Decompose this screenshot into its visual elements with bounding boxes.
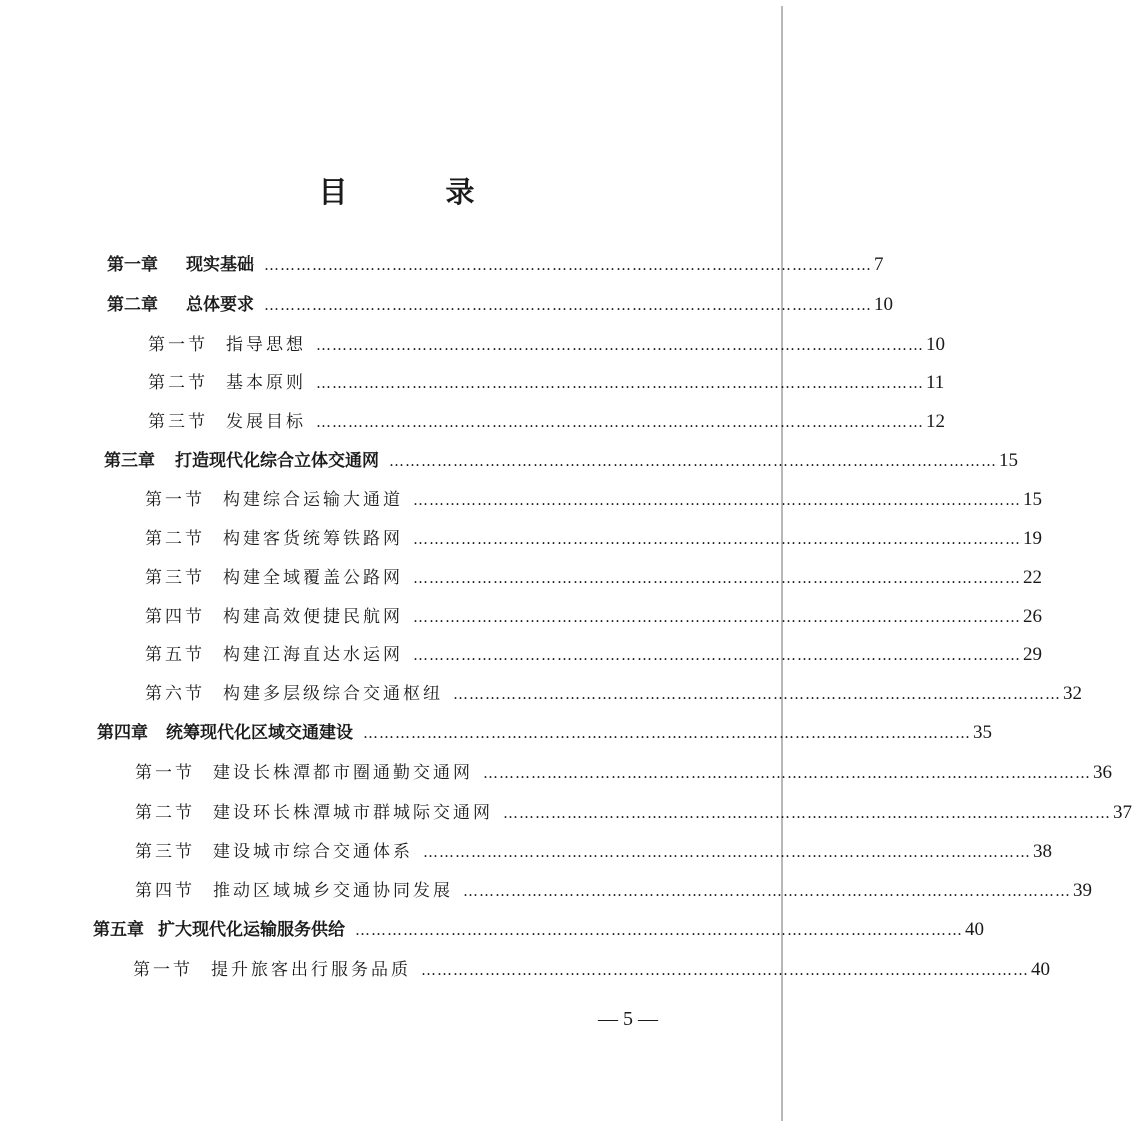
toc-leader-dots: …………………………………………………………………………………………………… bbox=[389, 452, 997, 470]
toc-entry-title: 构建全域覆盖公路网 bbox=[223, 568, 403, 588]
toc-section-entry[interactable] bbox=[135, 799, 1132, 827]
toc-chapter-entry[interactable] bbox=[97, 719, 992, 747]
toc-chapter-entry[interactable] bbox=[104, 447, 1018, 475]
toc-leader-dots: …………………………………………………………………………………………………… bbox=[355, 921, 963, 939]
toc-chapter-entry[interactable] bbox=[107, 291, 893, 319]
toc-entry-label: 第一节 bbox=[145, 490, 205, 510]
toc-leader-dots: …………………………………………………………………………………………………… bbox=[413, 569, 1021, 587]
toc-entry-title: 扩大现代化运输服务供给 bbox=[158, 920, 345, 940]
toc-entry-label: 第二节 bbox=[135, 803, 195, 823]
toc-leader-dots: …………………………………………………………………………………………………… bbox=[483, 764, 1091, 782]
toc-entry-title: 构建江海直达水运网 bbox=[223, 645, 403, 665]
toc-leader-dots: …………………………………………………………………………………………………… bbox=[413, 530, 1021, 548]
toc-leader-dots: …………………………………………………………………………………………………… bbox=[264, 256, 872, 274]
page-number: — 5 — bbox=[598, 1008, 658, 1030]
toc-entry-label: 第三节 bbox=[145, 568, 205, 588]
toc-entry-title: 构建客货统筹铁路网 bbox=[223, 529, 403, 549]
toc-section-entry[interactable] bbox=[148, 408, 945, 436]
toc-section-entry[interactable] bbox=[145, 486, 1042, 514]
toc-page-number: 40 bbox=[1031, 959, 1050, 980]
toc-entry-title: 推动区域城乡交通协同发展 bbox=[213, 881, 453, 901]
toc-page-number: 22 bbox=[1023, 567, 1042, 588]
toc-page-number: 11 bbox=[926, 372, 945, 393]
toc-page-number: 19 bbox=[1023, 528, 1042, 549]
toc-entry-label: 第五节 bbox=[145, 645, 205, 665]
toc-entry-label: 第二节 bbox=[145, 529, 205, 549]
toc-page-number: 26 bbox=[1023, 606, 1042, 627]
toc-page-number: 37 bbox=[1113, 802, 1132, 823]
toc-entry-label: 第二章 bbox=[107, 295, 158, 315]
toc-section-entry[interactable] bbox=[145, 564, 1042, 592]
toc-section-entry[interactable] bbox=[135, 838, 1052, 866]
toc-page-number: 38 bbox=[1033, 841, 1052, 862]
toc-page-number: 35 bbox=[973, 722, 992, 743]
toc-entry-title: 建设环长株潭城市群城际交通网 bbox=[213, 803, 493, 823]
toc-section-entry[interactable] bbox=[148, 331, 945, 359]
toc-entry-title: 提升旅客出行服务品质 bbox=[211, 960, 411, 980]
toc-leader-dots: …………………………………………………………………………………………………… bbox=[503, 804, 1111, 822]
toc-entry-title: 现实基础 bbox=[186, 255, 254, 275]
toc-chapter-entry[interactable] bbox=[107, 251, 884, 279]
toc-section-entry[interactable] bbox=[133, 956, 1050, 984]
toc-entry-title: 总体要求 bbox=[186, 295, 254, 315]
toc-entry-label: 第一章 bbox=[107, 255, 158, 275]
toc-entry-label: 第四节 bbox=[145, 607, 205, 627]
toc-section-entry[interactable] bbox=[135, 759, 1112, 787]
toc-leader-dots: …………………………………………………………………………………………………… bbox=[413, 608, 1021, 626]
toc-entry-label: 第一节 bbox=[133, 960, 193, 980]
toc-page-number: 15 bbox=[999, 450, 1018, 471]
toc-section-entry[interactable] bbox=[145, 603, 1042, 631]
toc-page-number: 29 bbox=[1023, 644, 1042, 665]
toc-entry-title: 统筹现代化区域交通建设 bbox=[166, 723, 353, 743]
toc-page-number: 10 bbox=[874, 294, 893, 315]
page-title: 目 录 bbox=[318, 175, 519, 209]
toc-section-entry[interactable] bbox=[145, 525, 1042, 553]
toc-leader-dots: …………………………………………………………………………………………………… bbox=[413, 491, 1021, 509]
toc-entry-title: 打造现代化综合立体交通网 bbox=[175, 451, 379, 471]
toc-section-entry[interactable] bbox=[148, 369, 945, 397]
toc-section-entry[interactable] bbox=[135, 877, 1092, 905]
toc-section-entry[interactable] bbox=[145, 641, 1042, 669]
toc-page-number: 10 bbox=[926, 334, 945, 355]
toc-leader-dots: …………………………………………………………………………………………………… bbox=[316, 336, 924, 354]
toc-leader-dots: …………………………………………………………………………………………………… bbox=[316, 413, 924, 431]
toc-entry-title: 建设长株潭都市圈通勤交通网 bbox=[213, 763, 473, 783]
toc-leader-dots: …………………………………………………………………………………………………… bbox=[453, 685, 1061, 703]
toc-entry-title: 基本原则 bbox=[226, 373, 306, 393]
toc-entry-title: 构建综合运输大通道 bbox=[223, 490, 403, 510]
toc-entry-title: 发展目标 bbox=[226, 412, 306, 432]
toc-leader-dots: …………………………………………………………………………………………………… bbox=[463, 882, 1071, 900]
toc-entry-title: 构建多层级综合交通枢纽 bbox=[223, 684, 443, 704]
toc-section-entry[interactable] bbox=[145, 680, 1082, 708]
toc-page-number: 39 bbox=[1073, 880, 1092, 901]
toc-entry-label: 第一节 bbox=[148, 335, 208, 355]
toc-page-number: 40 bbox=[965, 919, 984, 940]
toc-leader-dots: …………………………………………………………………………………………………… bbox=[363, 724, 971, 742]
toc-entry-label: 第三章 bbox=[104, 451, 155, 471]
toc-entry-label: 第六节 bbox=[145, 684, 205, 704]
toc-entry-title: 构建高效便捷民航网 bbox=[223, 607, 403, 627]
toc-entry-title: 指导思想 bbox=[226, 335, 306, 355]
toc-entry-label: 第三节 bbox=[135, 842, 195, 862]
toc-leader-dots: …………………………………………………………………………………………………… bbox=[423, 843, 1031, 861]
toc-chapter-entry[interactable] bbox=[93, 916, 984, 944]
toc-page-number: 36 bbox=[1093, 762, 1112, 783]
toc-leader-dots: …………………………………………………………………………………………………… bbox=[421, 961, 1029, 979]
toc-leader-dots: …………………………………………………………………………………………………… bbox=[264, 296, 872, 314]
toc-leader-dots: …………………………………………………………………………………………………… bbox=[413, 646, 1021, 664]
toc-entry-label: 第四节 bbox=[135, 881, 195, 901]
toc-page-number: 32 bbox=[1063, 683, 1082, 704]
toc-page-number: 7 bbox=[874, 254, 884, 275]
toc-page-number: 12 bbox=[926, 411, 945, 432]
toc-entry-label: 第四章 bbox=[97, 723, 148, 743]
toc-leader-dots: …………………………………………………………………………………………………… bbox=[316, 374, 924, 392]
toc-entry-title: 建设城市综合交通体系 bbox=[213, 842, 413, 862]
toc-entry-label: 第二节 bbox=[148, 373, 208, 393]
toc-entry-label: 第一节 bbox=[135, 763, 195, 783]
toc-page-number: 15 bbox=[1023, 489, 1042, 510]
toc-entry-label: 第三节 bbox=[148, 412, 208, 432]
toc-entry-label: 第五章 bbox=[93, 920, 144, 940]
